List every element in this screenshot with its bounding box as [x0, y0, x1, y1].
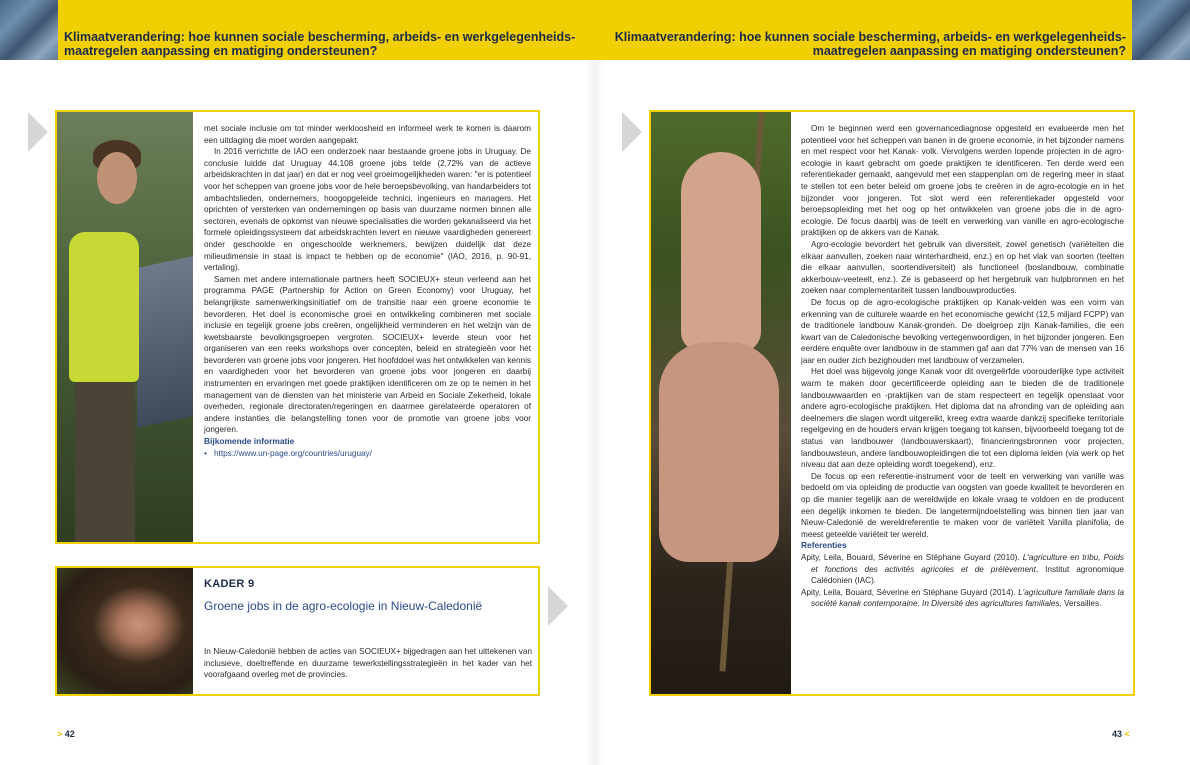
header-title-right: Klimaatverandering: hoe kunnen sociale bescherming, arbeids- en werkgelegenheids- maatregelen aanpassing en matiging ondersteunen?	[614, 30, 1126, 58]
paragraph: Om te beginnen werd een governancediagnose opgesteld en evalueerde men het potentieel voor het scheppen van banen in de groene economie, in het bijzonder namens en met respect voor het Kanak- volk. Vervolgens werden lopende projecten in de agro-ecologie in kaart gebracht om goede praktijken te identificeren. Ten derde werd een referentiekader gemaakt, aangevuld met een stappenplan om de regering meer in staat te stellen tot een beter beleid om groene jobs te creëren in de agro-ecologie en in het bijzonder voor jongeren. Tot slot werd een referentiekader opgesteld voor beroepsopleiding met het oog op het ontwikkelen van groene jobs die in de agro-ecologie. De focus daarbij was de teelt en verwerking van vanille en agro-ecologische praktijken op de akkers van de Kanak.	[801, 124, 1124, 238]
info-heading: Bijkomende informatie	[204, 436, 295, 447]
info-link[interactable]: • https://www.un-page.org/countries/uruguay/	[204, 448, 531, 460]
chevron-left-icon: <	[1124, 729, 1130, 739]
kader-title: Groene jobs in de agro-ecologie in Nieuw-Caledonië	[204, 599, 483, 613]
photo-hands-soil-small	[57, 568, 193, 694]
paragraph: In 2016 verrichtte de IAO een onderzoek naar bestaande groene jobs in Uruguay. De conclusie luidde dat Uruguay 44.108 groene jobs telde (2,72% van de actieve arbeidskrachten in dat jaar) en dat er nog veel groeimogelijkheden waren: "er is potentieel voor het scheppen van groene jobs voor de hele beroepsbevolking, van handarbeiders tot ambachtslieden, ondernemers, hoogopgeleide technici, ingenieurs en managers. Het oprichten of versterken van ondernemingen op basis van duurzame normen binnen alle sectoren, evenals de opkomst van nieuwe specialisaties die worden gekanaliseerd via het formele opleidingssysteem dat arbeidskrachten levert en nieuwe vaardigheden genereert onder geschoolde en ongeschoolde werknemers, bewijzen duidelijk dat deze milieudimensie in staat is impact te hebben op de economie" (IAO, 2016, p. 90-91, vertaling).	[204, 147, 531, 273]
arrow-icon-continue	[548, 586, 568, 626]
right-article-text	[801, 123, 1124, 610]
arrow-icon-left-top	[28, 112, 48, 152]
reference-item: Apity, Leila, Bouard, Séverine en Stéphane Guyard (2010). L'agriculture en tribu, Poids et fonctions des activités agricoles et de prélèvement, Institut agronomique Calédonien (IAC).	[801, 552, 1124, 586]
page-number-left	[57, 729, 75, 739]
paragraph: De focus op een referentie-instrument voor de teelt en verwerking van vanille was bedoeld om via opleiding de productie van oogsten van goede kwaliteit te bevorderen en op die manier tegelijk aan de wereldwijde en lokale vraag te voldoen en de producent een degelijk inkomen te bieden. De langetermijndoelstelling was binnen tien jaar van Nieuw-Caledonië de wereldreferentie te maken voor de variëteit Vanilla planifolia, de meest geteelde variëteit ter wereld.	[801, 471, 1124, 539]
photo-hands-planting	[651, 112, 791, 694]
photo-solar-worker	[57, 112, 193, 542]
header-band-left	[0, 0, 595, 60]
paragraph: Agro-ecologie bevordert het gebruik van diversiteit, zowel genetisch (variëteiten die elkaar aanvullen, zoeken naar winterhardheid, enz.) en op het vlak van soorten (teelten die elkaar aanvullen, soortendiversiteit) als functioneel (boslandbouw, combinatie akkerbouw-veeteelt, enz.). Ze is gebaseerd op het hergebruik van hulpbronnen en het zoeken naar complementariteit tussen landbouwproducties.	[801, 239, 1124, 296]
page-gutter	[585, 60, 605, 765]
header-photo-right	[1132, 0, 1190, 60]
page-number-right	[1112, 729, 1130, 739]
reference-item: Apity, Leila, Bouard, Séverine en Stéphane Guyard (2014). L'agriculture familiale dans la société kanak contemporaine. In Diversité des agricultures familiales, Versailles.	[801, 587, 1125, 609]
paragraph: Samen met andere internationale partners heeft SOCIEUX+ steun verleend aan het programma PAGE (Partnership for Action on Green Economy) voor Uruguay, het belangrijkste samenwerkingsinitiatief om de transitie naar een groene economie te bevorderen. Het doel is economische groei en ontwikkeling combineren met sociale inclusie en tegelijk groene jobs creëren, ongelijkheid verminderen en het welzijn van de kwetsbaarste bevolkingsgroepen vergroten. SOCIEUX+ leverde steun voor het organiseren van een reeks workshops over concepten, beleid en strategieën voor het bevorderen van groene jobs voor jongeren. Het hoofddoel was het ontwikkelen van kennis en vaardigheden voor het bevorderen van groene jobs voor jongeren en daarbij instrumenten en ervaringen met goede praktijken identificeren om ze op te nemen in het management van de diensten van het ministerie van Arbeid en Sociale Zekerheid, lokale overheden, regionale directoraten/regeringen en daarmee gerelateerde operatoren of andere instanties die belangstelling tonen voor de promotie van groene jobs voor jongeren.	[204, 274, 531, 435]
kader-body: In Nieuw-Caledonië hebben de acties van SOCIEUX+ bijgedragen aan het uittekenen van inclusieve, doeltreffende en duurzame tewerkstellingsstrategieën in het kader van het voorafgaand overleg met de provincies.	[204, 647, 532, 680]
chevron-right-icon: >	[57, 729, 63, 739]
page-number-value: 43	[1112, 729, 1123, 739]
page-number-value: 42	[64, 729, 75, 739]
kader-label: KADER 9	[204, 578, 255, 590]
left-article-text	[204, 123, 531, 459]
references-heading: Referenties	[801, 540, 847, 551]
paragraph: met sociale inclusie om tot minder werkloosheid en informeel werk te komen is daarom een uitdaging die moet worden aangepakt.	[204, 124, 531, 145]
paragraph: Het doel was bijgevolg jonge Kanak voor dit overgeërfde voorouderlijke type activiteit warm te maken door gecertificeerde opleiding aan te bieden die de traditionele landbouwwaarden en -praktijken van de stam respecteert en tegelijk openstaat voor andere agro-ecologische praktijken. Het diploma dat na afronding van de opleiding aan deelnemers die slagen wordt uitgereikt, kreeg extra waarde dankzij specifieke territoriale regelgeving en de houders ervan krijgen toegang tot kansen, bijvoorbeeld toegang tot de status van landbouwer (landbouwerskaart), financieringsbronnen voor projecten, landbouwsteun, andere landbouwopleidingen die tot een diploma leiden (via werk op het niveau dat aan deze opleiding wordt toegekend), enz.	[801, 367, 1124, 470]
header-band-right	[595, 0, 1190, 60]
header-photo-left	[0, 0, 58, 60]
paragraph: De focus op de agro-ecologische praktijken op Kanak-velden was een vorm van erkenning van de culturele waarde en het economische gewicht (12,5 miljard FCPP) van de traditionele landbouw Kanak-gronden. De doelgroep zijn Kanak-families, die een kwart van de Caledonische bevolking vertegenwoordigen, in het bijzonder jongeren. Een eerdere enquête over landbouw in de stammen gaf aan dat 77% van de mensen van 16 jaar en ouder zich bezighouden met landbouw of verzamelen.	[801, 297, 1124, 365]
header-title-left: Klimaatverandering: hoe kunnen sociale bescherming, arbeids- en werkgelegenheids- maatregelen aanpassing en matiging ondersteunen?	[64, 30, 576, 58]
arrow-icon-right-top	[622, 112, 642, 152]
